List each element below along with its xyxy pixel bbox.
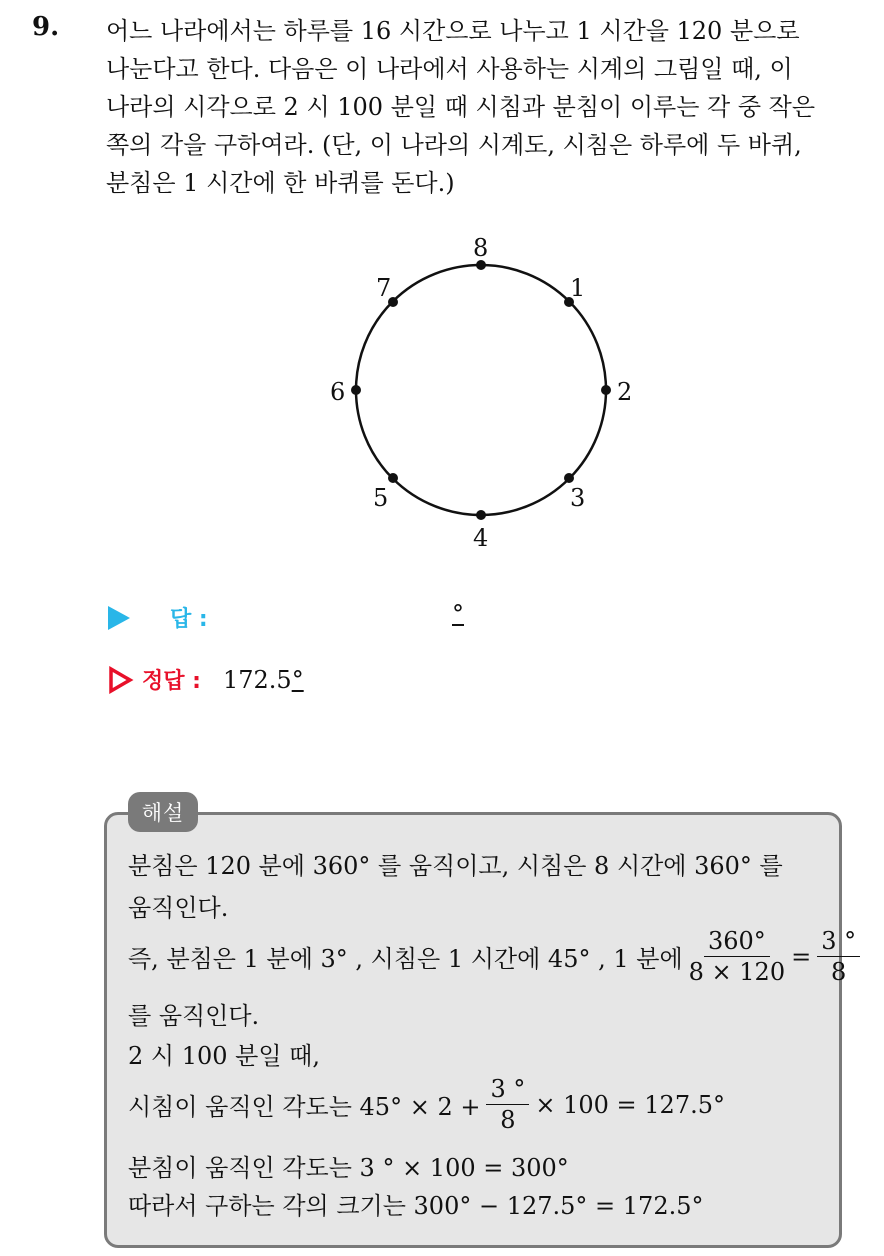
play-icon [108,606,130,630]
question-number: 9. [32,12,60,42]
clock-dot-4 [476,510,486,520]
fraction-numerator: 3 ° [817,928,860,957]
fraction-denominator: 8 [831,958,847,987]
clock-dot-2 [601,385,611,395]
clock-dot-5 [388,473,398,483]
correct-value-unit: ° [291,665,304,694]
correct-value-number: 172.5 [222,665,292,694]
solution-line: 분침이 움직인 각도는 3 ° × 100 = 300° [128,1154,569,1182]
solution-line: 따라서 구하는 각의 크기는 300° − 127.5° = 172.5° [128,1192,704,1220]
solution-text: 즉, 분침은 1 분에 3° , 시침은 1 시간에 45° , 1 분에 [128,945,683,974]
correct-answer-value [223,666,304,694]
clock-label-5: 5 [373,484,389,512]
clock-dot-6 [351,385,361,395]
fraction [817,928,860,986]
solution-line [128,1076,725,1134]
solution-line: 분침은 120 분에 360° 를 움직이고, 시침은 8 시간에 360° 를 [128,852,783,880]
solution-line [128,928,866,986]
question-line: 나눈다고 한다. 다음은 이 나라에서 사용하는 시계의 그림일 때, 이 [106,55,793,83]
solution-text: 시침이 움직인 각도는 45° × 2 + [128,1093,481,1122]
play-outline-icon [108,666,134,694]
question-line: 나라의 시각으로 2 시 100 분일 때 시침과 분침이 이루는 각 중 작은 [106,93,816,121]
solution-line: 를 움직인다. [128,1002,260,1030]
clock-label-3: 3 [570,484,586,512]
clock-label-8: 8 [473,234,489,262]
question-text [106,12,866,202]
correct-answer-row [108,664,304,695]
correct-answer-label: 정답 : [142,669,201,694]
clock-diagram [300,228,660,558]
fraction-denominator: 8 × 120 [688,958,786,987]
question-line: 쪽의 각을 구하여라. (단, 이 나라의 시계도, 시침은 하루에 두 바퀴, [106,131,802,159]
question-line: 어느 나라에서는 하루를 16 시간으로 나누고 1 시간을 120 분으로 [106,17,800,45]
clock-label-4: 4 [473,524,489,552]
equals-sign: = [791,942,812,971]
clock-dot-3 [564,473,574,483]
clock-label-2: 2 [617,378,633,406]
fraction [486,1076,529,1134]
fraction [689,928,785,986]
clock-label-6: 6 [330,378,346,406]
solution-line: 2 시 100 분일 때, [128,1042,320,1070]
fraction-denominator: 8 [500,1106,516,1135]
question-line: 분침은 1 시간에 한 바퀴를 돈다.) [106,169,455,197]
fraction-numerator: 360° [704,928,770,957]
solution-tab: 해설 [128,792,198,832]
answer-row [108,602,208,633]
clock-label-1: 1 [570,274,586,302]
solution-text: × 100 = 127.5° [535,1090,725,1119]
clock-label-7: 7 [376,274,392,302]
solution-line: 움직인다. [128,894,229,922]
fraction-numerator: 3 ° [486,1076,529,1105]
answer-blank[interactable]: ° [452,600,464,628]
answer-label: 답 : [170,607,208,632]
